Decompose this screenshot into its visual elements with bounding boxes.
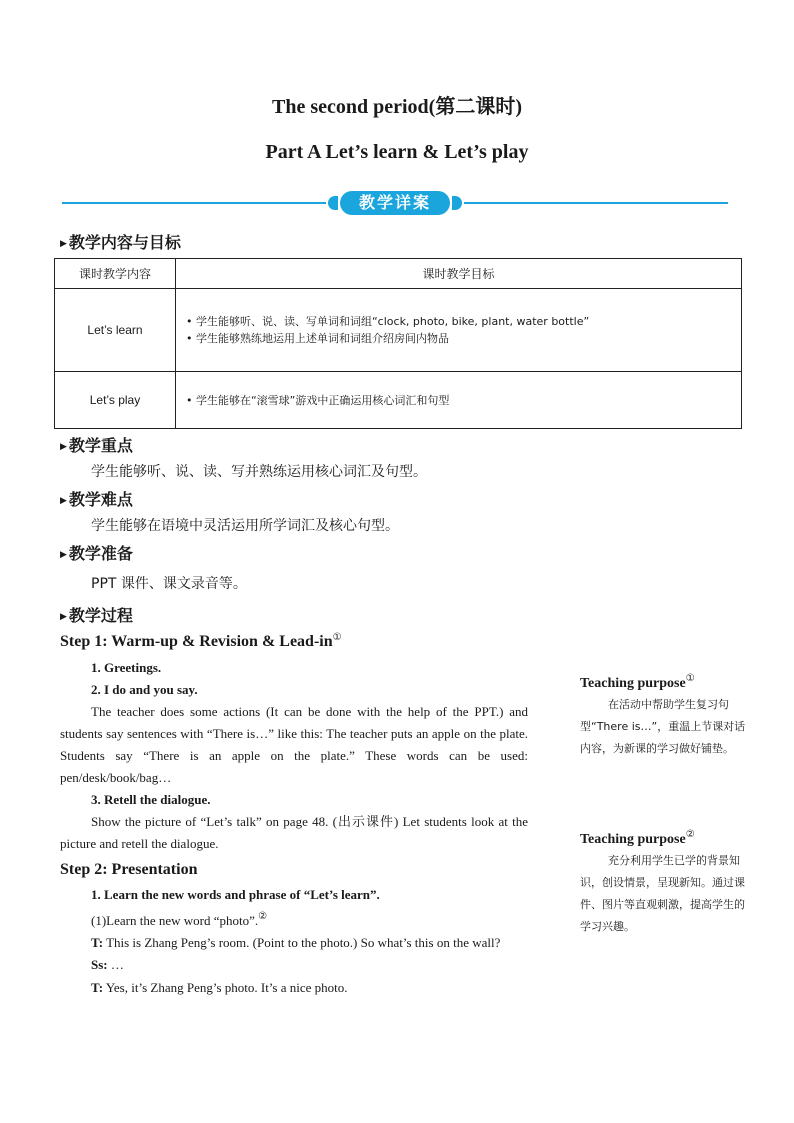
banner-label: 教学详案	[340, 191, 450, 215]
table-cell-content: Let’s learn	[55, 289, 176, 372]
teaching-purpose-text: 充分利用学生已学的背景知识，创设情景，呈现新知。通过课件、图片等直观刺激，提高学生的学习兴趣。	[580, 854, 745, 933]
table-cell-content: Let’s play	[55, 372, 176, 429]
objectives-table	[54, 258, 742, 429]
table-cell-goals	[176, 372, 742, 429]
step1-greetings: 1. Greetings.	[91, 660, 162, 675]
section-heading-process: ▶ 教学过程	[60, 606, 133, 625]
step2-heading: Step 2: Presentation	[60, 861, 198, 878]
section-heading-objectives: ▶ 教学内容与目标	[60, 233, 181, 252]
goal-item: • 学生能够在“滚雪球”游戏中正确运用核心词汇和句型	[186, 393, 450, 407]
step1-i-do-text: The teacher does some actions (It can be done with the help of the PPT.) and students say sentences with “There is…” like this: The teacher puts an apple on the plate. Students say “There is an apple on the plate.” These words can be used: pen/desk/book/bag…	[60, 704, 528, 785]
page-title: The second period(第二课时)	[272, 96, 522, 118]
step1-retell: 3. Retell the dialogue.	[91, 792, 211, 807]
step2-learn: 1. Learn the new words and phrase of “Let’s learn”.	[91, 887, 380, 902]
dialogue-line: T: This is Zhang Peng’s room. (Point to the photo.) So what’s this on the wall?	[91, 935, 501, 950]
triangle-bullet-icon: ▶	[60, 550, 67, 560]
page-subtitle: Part A Let’s learn & Let’s play	[265, 141, 529, 163]
step2-learn-photo: (1)Learn the new word “photo”.②	[91, 911, 268, 928]
footnote-mark: ②	[258, 911, 268, 922]
step2-body	[60, 884, 528, 999]
banner-divider-left	[62, 202, 326, 204]
triangle-bullet-icon: ▶	[60, 496, 67, 506]
step1-body	[60, 657, 528, 855]
teaching-purpose-heading: Teaching purpose②	[580, 829, 695, 847]
section-heading-preparation: ▶ 教学准备	[60, 544, 133, 563]
difficulties-text: 学生能够在语境中灵活运用所学词汇及核心句型。	[91, 518, 399, 534]
footnote-mark: ①	[332, 632, 342, 643]
teaching-purpose-text: 在活动中帮助学生复习句型“There is…”，重温上节课对话内容，为新课的学习做好铺垫。	[580, 698, 746, 755]
teaching-purpose-note	[580, 829, 750, 938]
triangle-bullet-icon: ▶	[60, 442, 67, 452]
section-heading-key-points: ▶ 教学重点	[60, 436, 133, 455]
goal-item: • 学生能够熟练地运用上述单词和词组介绍房间内物品	[186, 332, 449, 345]
step1-heading: Step 1: Warm-up & Revision & Lead-in①	[60, 632, 342, 650]
triangle-bullet-icon: ▶	[60, 612, 67, 622]
section-heading-difficulties: ▶ 教学难点	[60, 490, 133, 509]
table-row	[55, 289, 742, 372]
triangle-bullet-icon: ▶	[60, 239, 67, 249]
dialogue-line: Ss: …	[91, 957, 124, 972]
step1-i-do: 2. I do and you say.	[91, 682, 198, 697]
banner-cap-left	[328, 196, 338, 210]
dialogue-line: T: Yes, it’s Zhang Peng’s photo. It’s a nice photo.	[91, 980, 348, 995]
teaching-purpose-note	[580, 673, 750, 760]
step1-retell-text: Show the picture of “Let’s talk” on page 48. (出示课件) Let students look at the picture and retell the dialogue.	[60, 814, 528, 851]
table-header-cell: 课时教学目标	[176, 259, 742, 289]
table-header-cell: 课时教学内容	[55, 259, 176, 289]
banner-cap-right	[452, 196, 462, 210]
table-header-row	[55, 259, 742, 289]
goal-item: • 学生能够听、说、读、写单词和词组“clock, photo, bike, plant, water bottle”	[186, 315, 590, 328]
teaching-purpose-heading: Teaching purpose①	[580, 673, 695, 691]
key-points-text: 学生能够听、说、读、写并熟练运用核心词汇及句型。	[91, 464, 427, 480]
table-cell-goals	[176, 289, 742, 372]
table-row	[55, 372, 742, 429]
section-banner	[62, 190, 728, 216]
preparation-text: PPT 课件、课文录音等。	[91, 576, 247, 592]
banner-divider-right	[464, 202, 728, 204]
